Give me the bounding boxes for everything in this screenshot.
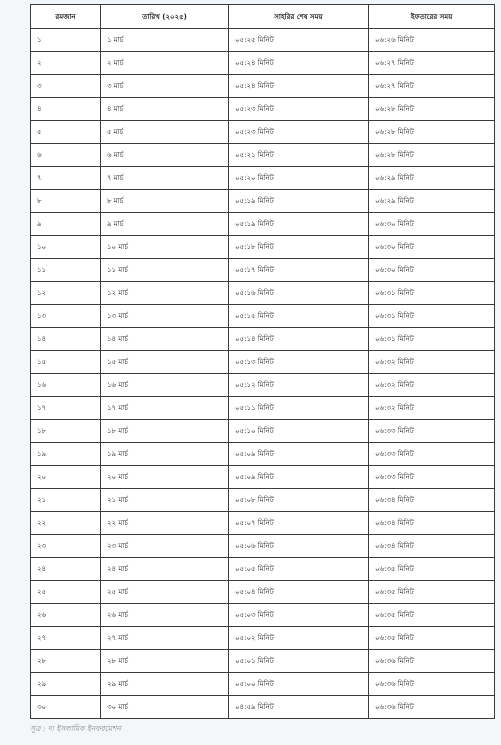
table-row bbox=[31, 581, 495, 604]
sehri-end-cell: ০৫:২৩ মিনিট bbox=[229, 98, 369, 121]
iftar-time-cell: ০৬:২৮ মিনিট bbox=[369, 121, 495, 144]
date-cell: ৯ মার্চ bbox=[101, 213, 229, 236]
iftar-time-cell: ০৬:৩৩ মিনিট bbox=[369, 466, 495, 489]
table-row bbox=[31, 75, 495, 98]
date-cell: ১০ মার্চ bbox=[101, 236, 229, 259]
date-cell: ২৩ মার্চ bbox=[101, 535, 229, 558]
ramadan-day-cell: ১৫ bbox=[31, 351, 101, 374]
table-row bbox=[31, 650, 495, 673]
iftar-time-cell: ০৬:৩২ মিনিট bbox=[369, 397, 495, 420]
ramadan-day-cell: ২০ bbox=[31, 466, 101, 489]
sehri-end-cell: ০৫:০৬ মিনিট bbox=[229, 535, 369, 558]
sehri-end-cell: ০৫:০৯ মিনিট bbox=[229, 443, 369, 466]
table-row bbox=[31, 673, 495, 696]
iftar-time-cell: ০৬:৩৫ মিনিট bbox=[369, 604, 495, 627]
table-row bbox=[31, 144, 495, 167]
table-row bbox=[31, 535, 495, 558]
sehri-end-cell: ০৫:২১ মিনিট bbox=[229, 144, 369, 167]
ramadan-day-cell: ৯ bbox=[31, 213, 101, 236]
iftar-time-cell: ০৬:৩৬ মিনিট bbox=[369, 696, 495, 719]
source-caption: সূত্র : দ্য ইসলামিক ইনফরমেশন bbox=[30, 724, 121, 733]
sehri-end-cell: ০৫:০৯ মিনিট bbox=[229, 466, 369, 489]
sehri-end-cell: ০৫:১৫ মিনিট bbox=[229, 305, 369, 328]
sehri-end-cell: ০৫:১৮ মিনিট bbox=[229, 236, 369, 259]
sehri-end-cell: ০৫:০৪ মিনিট bbox=[229, 581, 369, 604]
table-row bbox=[31, 512, 495, 535]
ramadan-day-cell: ১১ bbox=[31, 259, 101, 282]
header-iftar-time: ইফতারের সময় bbox=[369, 5, 495, 29]
date-cell: ২৫ মার্চ bbox=[101, 581, 229, 604]
ramadan-day-cell: ২৯ bbox=[31, 673, 101, 696]
sehri-end-cell: ০৫:২৪ মিনিট bbox=[229, 52, 369, 75]
date-cell: ১৯ মার্চ bbox=[101, 443, 229, 466]
iftar-time-cell: ০৬:৩৪ মিনিট bbox=[369, 535, 495, 558]
date-cell: ৪ মার্চ bbox=[101, 98, 229, 121]
table-row bbox=[31, 420, 495, 443]
table-row bbox=[31, 98, 495, 121]
date-cell: ২৪ মার্চ bbox=[101, 558, 229, 581]
ramadan-day-cell: ২২ bbox=[31, 512, 101, 535]
iftar-time-cell: ০৬:৩১ মিনিট bbox=[369, 282, 495, 305]
header-sehri-end: সাহরির শেষ সময় bbox=[229, 5, 369, 29]
table-row bbox=[31, 374, 495, 397]
table-row bbox=[31, 29, 495, 52]
iftar-time-cell: ০৬:৩১ মিনিট bbox=[369, 328, 495, 351]
iftar-time-cell: ০৬:২৬ মিনিট bbox=[369, 29, 495, 52]
date-cell: ১৪ মার্চ bbox=[101, 328, 229, 351]
table-row bbox=[31, 328, 495, 351]
sehri-end-cell: ০৫:০০ মিনিট bbox=[229, 673, 369, 696]
iftar-time-cell: ০৬:৩৬ মিনিট bbox=[369, 650, 495, 673]
sehri-end-cell: ০৫:০৮ মিনিট bbox=[229, 489, 369, 512]
ramadan-day-cell: ২১ bbox=[31, 489, 101, 512]
sehri-end-cell: ০৫:১৯ মিনিট bbox=[229, 213, 369, 236]
schedule-table bbox=[30, 4, 495, 719]
table-row bbox=[31, 489, 495, 512]
date-cell: ১৬ মার্চ bbox=[101, 374, 229, 397]
date-cell: ১৮ মার্চ bbox=[101, 420, 229, 443]
sehri-end-cell: ০৫:১৬ মিনিট bbox=[229, 282, 369, 305]
ramadan-day-cell: ৪ bbox=[31, 98, 101, 121]
iftar-time-cell: ০৬:২৯ মিনিট bbox=[369, 167, 495, 190]
table-row bbox=[31, 466, 495, 489]
iftar-time-cell: ০৬:৩৪ মিনিট bbox=[369, 489, 495, 512]
table-row bbox=[31, 443, 495, 466]
ramadan-day-cell: ২ bbox=[31, 52, 101, 75]
ramadan-schedule bbox=[30, 4, 494, 719]
ramadan-day-cell: ৫ bbox=[31, 121, 101, 144]
iftar-time-cell: ০৬:২৯ মিনিট bbox=[369, 190, 495, 213]
iftar-time-cell: ০৬:৩২ মিনিট bbox=[369, 374, 495, 397]
ramadan-day-cell: ১২ bbox=[31, 282, 101, 305]
table-body bbox=[31, 29, 495, 719]
iftar-time-cell: ০৬:৩৪ মিনিট bbox=[369, 512, 495, 535]
sehri-end-cell: ০৫:১২ মিনিট bbox=[229, 374, 369, 397]
date-cell: ৭ মার্চ bbox=[101, 167, 229, 190]
table-row bbox=[31, 397, 495, 420]
sehri-end-cell: ০৫:১৪ মিনিট bbox=[229, 328, 369, 351]
iftar-time-cell: ০৬:৩৫ মিনিট bbox=[369, 627, 495, 650]
date-cell: ১১ মার্চ bbox=[101, 259, 229, 282]
table-row bbox=[31, 190, 495, 213]
date-cell: ২৮ মার্চ bbox=[101, 650, 229, 673]
iftar-time-cell: ০৬:৩০ মিনিট bbox=[369, 236, 495, 259]
iftar-time-cell: ০৬:৩৫ মিনিট bbox=[369, 581, 495, 604]
sehri-end-cell: ০৫:০৩ মিনিট bbox=[229, 604, 369, 627]
table-row bbox=[31, 52, 495, 75]
ramadan-day-cell: ১৬ bbox=[31, 374, 101, 397]
table-row bbox=[31, 558, 495, 581]
date-cell: ৩০ মার্চ bbox=[101, 696, 229, 719]
sehri-end-cell: ০৫:২৩ মিনিট bbox=[229, 121, 369, 144]
sehri-end-cell: ০৫:১৯ মিনিট bbox=[229, 190, 369, 213]
sehri-end-cell: ০৫:১১ মিনিট bbox=[229, 397, 369, 420]
header-row bbox=[31, 5, 495, 29]
sehri-end-cell: ০৫:০২ মিনিট bbox=[229, 627, 369, 650]
ramadan-day-cell: ১৮ bbox=[31, 420, 101, 443]
date-cell: ২১ মার্চ bbox=[101, 489, 229, 512]
date-cell: ২০ মার্চ bbox=[101, 466, 229, 489]
table-row bbox=[31, 121, 495, 144]
date-cell: ৩ মার্চ bbox=[101, 75, 229, 98]
table-row bbox=[31, 282, 495, 305]
sehri-end-cell: ০৫:২৫ মিনিট bbox=[229, 29, 369, 52]
table-row bbox=[31, 167, 495, 190]
ramadan-day-cell: ৬ bbox=[31, 144, 101, 167]
table-row bbox=[31, 627, 495, 650]
table-row bbox=[31, 213, 495, 236]
table-row bbox=[31, 696, 495, 719]
ramadan-day-cell: ৩ bbox=[31, 75, 101, 98]
ramadan-day-cell: ১ bbox=[31, 29, 101, 52]
date-cell: ১৫ মার্চ bbox=[101, 351, 229, 374]
ramadan-day-cell: ৩০ bbox=[31, 696, 101, 719]
table-row bbox=[31, 604, 495, 627]
iftar-time-cell: ০৬:৩০ মিনিট bbox=[369, 259, 495, 282]
iftar-time-cell: ০৬:২৮ মিনিট bbox=[369, 98, 495, 121]
sehri-end-cell: ০৫:০৭ মিনিট bbox=[229, 512, 369, 535]
ramadan-day-cell: ১৪ bbox=[31, 328, 101, 351]
date-cell: ২২ মার্চ bbox=[101, 512, 229, 535]
date-cell: ১ মার্চ bbox=[101, 29, 229, 52]
ramadan-day-cell: ১০ bbox=[31, 236, 101, 259]
sehri-end-cell: ০৫:১৩ মিনিট bbox=[229, 351, 369, 374]
ramadan-day-cell: ২৭ bbox=[31, 627, 101, 650]
iftar-time-cell: ০৬:২৮ মিনিট bbox=[369, 144, 495, 167]
date-cell: ১৩ মার্চ bbox=[101, 305, 229, 328]
iftar-time-cell: ০৬:৩৬ মিনিট bbox=[369, 673, 495, 696]
table-row bbox=[31, 305, 495, 328]
sehri-end-cell: ০৫:১৭ মিনিট bbox=[229, 259, 369, 282]
iftar-time-cell: ০৬:৩০ মিনিট bbox=[369, 213, 495, 236]
iftar-time-cell: ০৬:৩৩ মিনিট bbox=[369, 443, 495, 466]
sehri-end-cell: ০৫:০১ মিনিট bbox=[229, 650, 369, 673]
date-cell: ৫ মার্চ bbox=[101, 121, 229, 144]
sehri-end-cell: ০৫:২০ মিনিট bbox=[229, 167, 369, 190]
ramadan-day-cell: ১৭ bbox=[31, 397, 101, 420]
ramadan-day-cell: ২৪ bbox=[31, 558, 101, 581]
ramadan-day-cell: ২৩ bbox=[31, 535, 101, 558]
header-date: তারিখ (২০২৫) bbox=[101, 5, 229, 29]
date-cell: ১২ মার্চ bbox=[101, 282, 229, 305]
ramadan-day-cell: ১৩ bbox=[31, 305, 101, 328]
iftar-time-cell: ০৬:৩৫ মিনিট bbox=[369, 558, 495, 581]
date-cell: ২৬ মার্চ bbox=[101, 604, 229, 627]
sehri-end-cell: ০৪:৫৯ মিনিট bbox=[229, 696, 369, 719]
date-cell: ২৯ মার্চ bbox=[101, 673, 229, 696]
iftar-time-cell: ০৬:৩৩ মিনিট bbox=[369, 420, 495, 443]
ramadan-day-cell: ৮ bbox=[31, 190, 101, 213]
date-cell: ২ মার্চ bbox=[101, 52, 229, 75]
date-cell: ১৭ মার্চ bbox=[101, 397, 229, 420]
ramadan-day-cell: ২৮ bbox=[31, 650, 101, 673]
header-ramadan: রমজান bbox=[31, 5, 101, 29]
date-cell: ৮ মার্চ bbox=[101, 190, 229, 213]
table-row bbox=[31, 236, 495, 259]
iftar-time-cell: ০৬:২৭ মিনিট bbox=[369, 75, 495, 98]
table-row bbox=[31, 259, 495, 282]
ramadan-day-cell: ২৫ bbox=[31, 581, 101, 604]
iftar-time-cell: ০৬:২৭ মিনিট bbox=[369, 52, 495, 75]
sehri-end-cell: ০৫:১০ মিনিট bbox=[229, 420, 369, 443]
ramadan-day-cell: ২৬ bbox=[31, 604, 101, 627]
iftar-time-cell: ০৬:৩২ মিনিট bbox=[369, 351, 495, 374]
date-cell: ৬ মার্চ bbox=[101, 144, 229, 167]
iftar-time-cell: ০৬:৩১ মিনিট bbox=[369, 305, 495, 328]
ramadan-day-cell: ৭ bbox=[31, 167, 101, 190]
ramadan-day-cell: ১৯ bbox=[31, 443, 101, 466]
date-cell: ২৭ মার্চ bbox=[101, 627, 229, 650]
sehri-end-cell: ০৫:০৫ মিনিট bbox=[229, 558, 369, 581]
table-row bbox=[31, 351, 495, 374]
sehri-end-cell: ০৫:২৪ মিনিট bbox=[229, 75, 369, 98]
